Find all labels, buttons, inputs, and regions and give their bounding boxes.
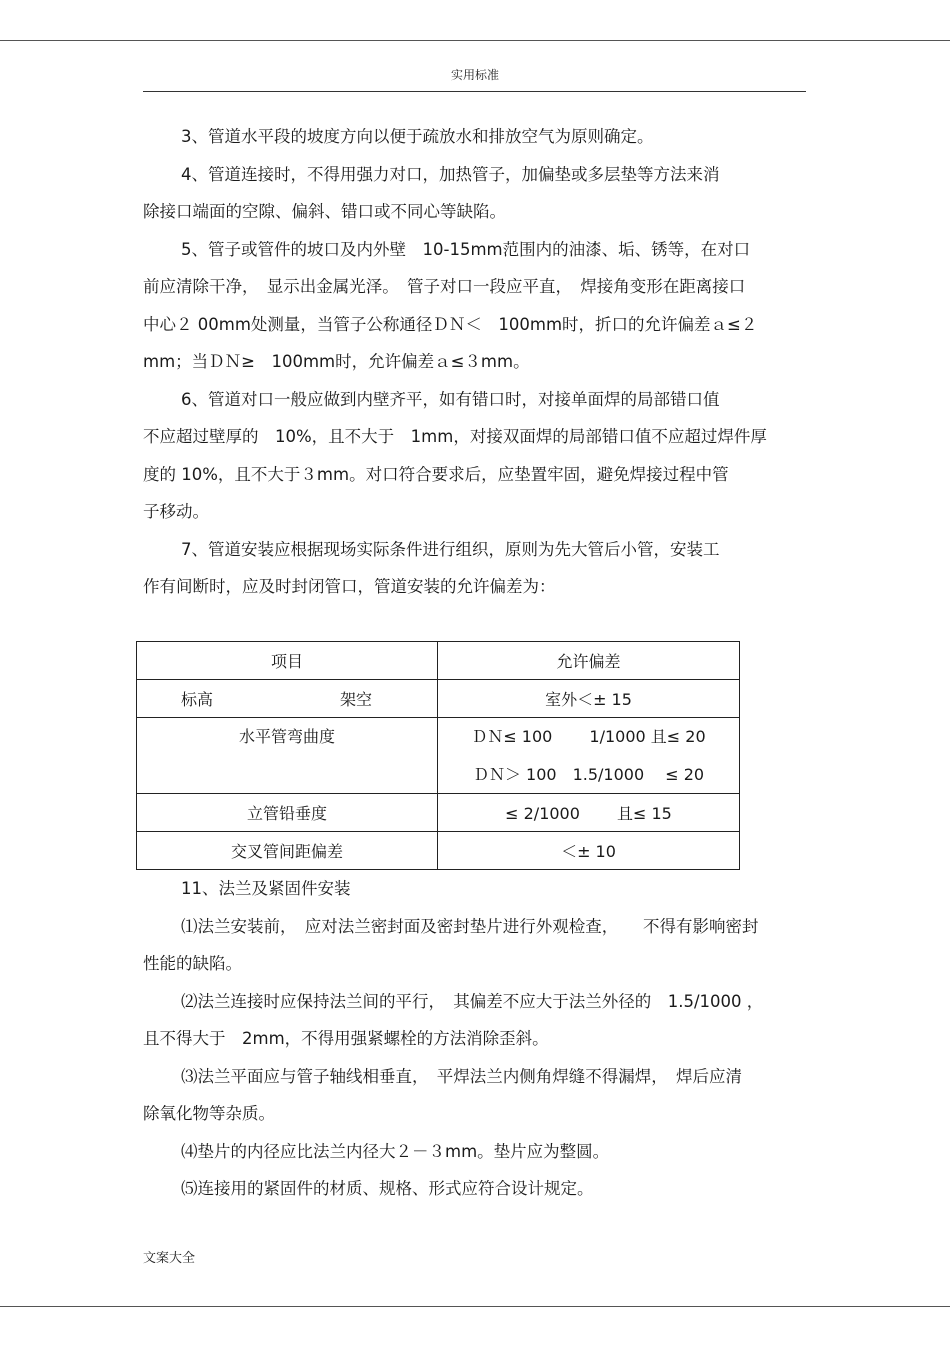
paragraph-line: 6、管道对口一般应做到内壁齐平，如有错口时，对接单面焊的局部错口值 [181,389,720,409]
paragraph-line: 不应超过壁厚的 10%，且不大于 1mm，对接双面焊的局部错口值不应超过焊件厚 [143,427,767,446]
paragraph-line: 子移动。 [143,502,209,521]
table-cell-item: 交叉管间距偏差 [137,832,438,870]
table-row [137,832,740,870]
page-footer-label: 文案大全 [143,1251,196,1266]
paragraph-line: ⑶法兰平面应与管子轴线相垂直， 平焊法兰内侧角焊缝不得漏焊， 焊后应清 [181,1066,742,1086]
table-cell-tolerance [438,718,740,794]
table-cell-tolerance: ＜± 10 [438,832,740,870]
tolerance-table [136,641,740,870]
paragraph-line: 5、管子或管件的坡口及内外壁 10-15mm范围内的油漆、垢、锈等，在对口 [181,239,751,259]
body-text-lower [143,870,808,1208]
table-header-row [137,642,740,680]
page-header-title: 实用标准 [450,68,499,82]
paragraph-line: 11、法兰及紧固件安装 [181,879,351,898]
table-cell-tolerance: 室外＜± 15 [438,680,740,718]
paragraph-line: 除接口端面的空隙、偏斜、错口或不同心等缺陷。 [143,202,506,221]
body-text-upper [143,118,808,606]
item-label-overhead: 架空 [339,690,372,709]
paragraph-line: mm；当ＤＮ≥ 100mm时，允许偏差ａ≤３mm。 [143,352,530,371]
paragraph-line: 除氧化物等杂质。 [143,1104,275,1123]
table-cell-tolerance: ≤ 2/1000 且≤ 15 [438,794,740,832]
paragraph-line: 7、管道安装应根据现场实际条件进行组织，原则为先大管后小管，安装工 [181,539,720,559]
table-cell-item [137,680,438,718]
table-header-tolerance: 允许偏差 [438,642,740,680]
paragraph-line: 作有间断时，应及时封闭管口，管道安装的允许偏差为： [143,577,556,596]
item-label-elevation: 标高 [181,690,214,709]
paragraph-line: 4、管道连接时，不得用强力对口，加热管子，加偏垫或多层垫等方法来消 [181,164,720,184]
paragraph-line: 且不得大于 2mm，不得用强紧螺栓的方法消除歪斜。 [143,1029,549,1048]
table-row [137,718,740,794]
paragraph-line: ⑷垫片的内径应比法兰内径大２－３mm。垫片应为整圆。 [181,1141,610,1161]
paragraph-line: 性能的缺陷。 [143,954,242,973]
item-label-horizontal-bend: 水平管弯曲度 [238,727,335,746]
tolerance-line: ＤＮ＞ 100 1.5/1000 ≤ 20 [472,764,705,784]
page-bottom-rule [0,1306,950,1307]
table-cell-item: 立管铅垂度 [137,794,438,832]
page-top-rule [0,40,950,41]
table-header-item: 项目 [137,642,438,680]
paragraph-line: 度的 10%，且不大于３mm。对口符合要求后，应垫置牢固，避免焊接过程中管 [143,464,729,484]
paragraph-line: 3、管道水平段的坡度方向以便于疏放水和排放空气为原则确定。 [181,127,654,146]
tolerance-line: ＤＮ≤ 100 1/1000 且≤ 20 [471,727,706,746]
table-row [137,680,740,718]
header-underline [143,91,806,92]
paragraph-line: ⑵法兰连接时应保持法兰间的平行， 其偏差不应大于法兰外径的 1.5/1000 ， [181,991,764,1011]
table-row [137,794,740,832]
paragraph-line: 中心２ 00mm处测量，当管子公称通径ＤＮ＜ 100mm时，折口的允许偏差ａ≤２ [143,314,758,334]
paragraph-line: 前应清除干净， 显示出金属光泽。 管子对口一段应平直， 焊接角变形在距离接口 [143,277,746,296]
paragraph-line: ⑸连接用的紧固件的材质、规格、形式应符合设计规定。 [181,1179,594,1198]
paragraph-line: ⑴法兰安装前， 应对法兰密封面及密封垫片进行外观检查， 不得有影响密封 [181,916,759,936]
table-cell-item [137,718,438,794]
